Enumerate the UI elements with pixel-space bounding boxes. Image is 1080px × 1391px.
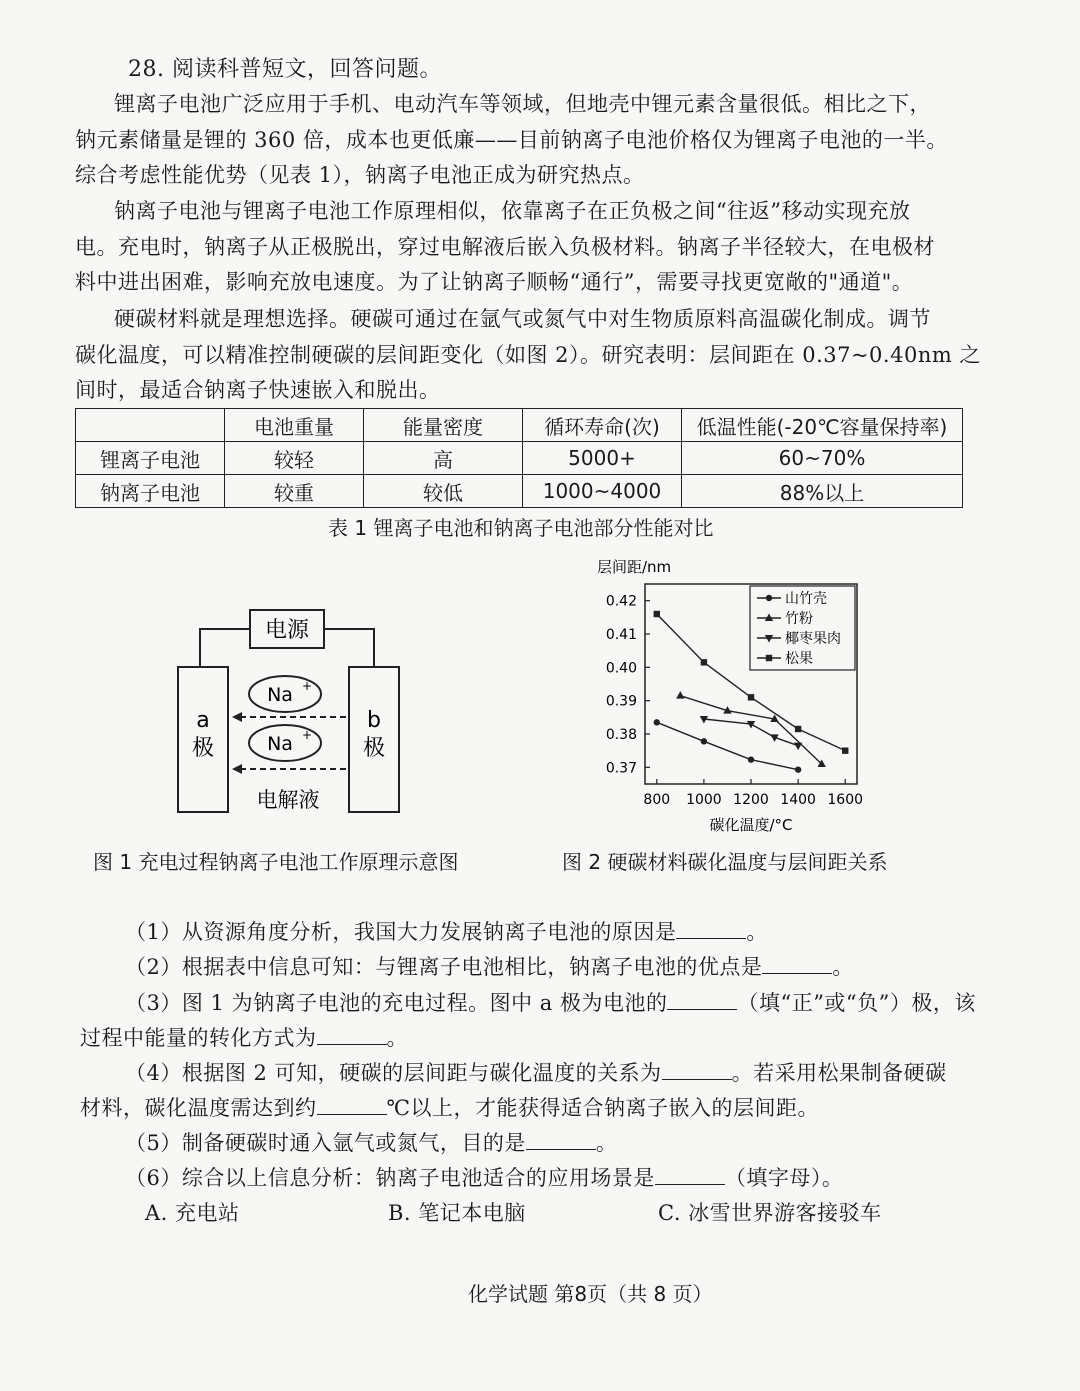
question-1	[125, 917, 768, 947]
answer-blank[interactable]	[526, 1129, 596, 1150]
sodium-ion-charge: +	[302, 679, 313, 693]
figure2-caption: 图 2 硬碳材料碳化温度与层间距关系	[562, 850, 888, 874]
answer-blank[interactable]	[676, 918, 746, 939]
y-tick-label: 0.40	[605, 660, 637, 677]
y-tick-label: 0.38	[605, 727, 637, 743]
x-tick-label: 1000	[686, 792, 722, 808]
question-3-cont	[80, 1023, 408, 1053]
paragraph-line: 碳化温度，可以精准控制硬碳的层间距变化（如图 2）。研究表明：层间距在 0.37~0.40nm 之	[75, 343, 981, 367]
question-text: 过程中能量的转化方式为	[80, 1026, 317, 1050]
electrode-b-letter: b	[367, 708, 381, 733]
table-cell: 较重	[225, 475, 364, 508]
square-marker	[654, 611, 660, 617]
wire-right	[324, 629, 374, 667]
circle-marker	[766, 595, 772, 601]
question-4-cont	[80, 1093, 819, 1123]
y-tick-label: 0.41	[605, 627, 637, 643]
square-marker	[842, 747, 848, 753]
square-marker	[766, 655, 772, 661]
triangle-down-marker	[794, 743, 802, 751]
legend-label: 竹粉	[785, 611, 813, 627]
paragraph-line: 硬碳材料就是理想选择。硬碳可通过在氩气或氮气中对生物质原料高温碳化制成。调节	[114, 307, 931, 331]
answer-blank[interactable]	[662, 1059, 732, 1080]
question-text: 材料，碳化温度需达到约	[80, 1096, 317, 1120]
wire-left	[200, 629, 250, 667]
circle-marker	[795, 766, 801, 772]
legend-label: 椰枣果肉	[785, 631, 841, 647]
table-header: 能量密度	[364, 409, 523, 442]
question-title: 28. 阅读科普短文，回答问题。	[128, 57, 442, 82]
question-text: （3）图 1 为钠离子电池的充电过程。图中 a 极为电池的	[125, 991, 668, 1015]
table-cell: 较低	[364, 475, 523, 508]
x-tick-label: 1600	[827, 792, 864, 808]
option-c[interactable]: C. 冰雪世界游客接驳车	[658, 1201, 882, 1225]
table-header	[76, 409, 225, 442]
paragraph-line: 电。充电时，钠离子从正极脱出，穿过电解液后嵌入负极材料。钠离子半径较大，在电极材	[75, 235, 935, 259]
interlayer-spacing-chart	[585, 552, 885, 842]
question-text: 。若采用松果制备硬碳	[731, 1061, 947, 1085]
square-marker	[748, 694, 754, 700]
table-header: 循环寿命(次)	[523, 409, 682, 442]
circle-marker	[748, 756, 754, 762]
paragraph-line: 钠元素储量是锂的 360 倍，成本也更低廉——目前钠离子电池价格仅为锂离子电池的一半。	[75, 128, 948, 152]
table-cell: 较轻	[225, 442, 364, 475]
square-marker	[701, 659, 707, 665]
table-caption: 表 1 锂离子电池和钠离子电池部分性能对比	[328, 516, 714, 540]
arrow-head-icon	[232, 712, 242, 722]
legend-label: 松果	[785, 651, 813, 667]
paragraph-line: 间时，最适合钠离子快速嵌入和脱出。	[75, 378, 441, 402]
page-footer: 化学试题 第8页（共 8 页）	[468, 1282, 713, 1306]
question-text: （1）从资源角度分析，我国大力发展钠离子电池的原因是	[125, 920, 677, 944]
triangle-down-marker	[747, 721, 755, 729]
option-a[interactable]: A. 充电站	[145, 1201, 240, 1225]
table-cell: 钠离子电池	[76, 475, 225, 508]
table-row	[76, 475, 963, 508]
electrolyte-label: 电解液	[256, 788, 320, 812]
chart-xlabel: 碳化温度/°C	[709, 816, 793, 834]
paragraph-line: 料中进出困难，影响充放电速度。为了让钠离子顺畅“通行”，需要寻找更宽敞的"通道"。	[75, 270, 914, 294]
performance-table	[75, 408, 963, 508]
question-4	[125, 1058, 947, 1088]
question-2	[125, 952, 854, 982]
circle-marker	[701, 738, 707, 744]
answer-blank[interactable]	[762, 953, 832, 974]
x-tick-label: 800	[643, 792, 671, 808]
y-tick-label: 0.42	[605, 593, 637, 610]
question-text: （6）综合以上信息分析：钠离子电池适合的应用场景是	[125, 1166, 655, 1190]
sodium-ion-label: Na	[267, 684, 293, 706]
answer-blank[interactable]	[655, 1164, 725, 1185]
table-header: 低温性能(-20℃容量保持率)	[682, 409, 963, 442]
question-6	[125, 1163, 843, 1193]
battery-diagram	[160, 595, 410, 830]
question-text: （2）根据表中信息可知：与锂离子电池相比，钠离子电池的优点是	[125, 955, 763, 979]
electrode-a-letter: a	[196, 708, 210, 733]
question-3	[125, 988, 976, 1018]
table-header-row	[76, 409, 963, 442]
sodium-ion-label: Na	[267, 733, 293, 755]
answer-blank[interactable]	[317, 1024, 387, 1045]
question-text: （填“正”或“负”）极，该	[737, 991, 976, 1015]
table-cell: 88%以上	[682, 475, 963, 508]
table-header: 电池重量	[225, 409, 364, 442]
question-text: 。	[832, 955, 854, 979]
table-row	[76, 442, 963, 475]
question-text: 。	[595, 1131, 618, 1155]
answer-blank[interactable]	[317, 1094, 387, 1115]
table-cell: 高	[364, 442, 523, 475]
electrode-b-word: 极	[362, 736, 386, 761]
table-cell: 60~70%	[682, 442, 963, 475]
x-tick-label: 1200	[733, 792, 769, 808]
circle-marker	[654, 719, 660, 725]
electrode-a-word: 极	[191, 736, 215, 761]
y-tick-label: 0.37	[605, 760, 637, 777]
y-tick-label: 0.39	[605, 693, 637, 710]
arrow-head-icon	[232, 764, 242, 774]
paragraph-line: 锂离子电池广泛应用于手机、电动汽车等领域，但地壳中锂元素含量很低。相比之下，	[114, 92, 931, 116]
question-text: （5）制备硬碳时通入氩气或氮气，目的是	[125, 1131, 526, 1155]
sodium-ion-charge: +	[302, 728, 313, 742]
table-cell: 5000+	[523, 442, 682, 475]
question-text: 。	[386, 1026, 408, 1050]
question-5	[125, 1128, 617, 1158]
question-text: （4）根据图 2 可知，硬碳的层间距与碳化温度的关系为	[125, 1061, 662, 1085]
option-b[interactable]: B. 笔记本电脑	[388, 1201, 526, 1225]
question-text: ℃以上，才能获得适合钠离子嵌入的层间距。	[386, 1096, 819, 1120]
chart-yticks	[606, 594, 650, 777]
paragraph-line: 钠离子电池与锂离子电池工作原理相似，依靠离子在正负极之间“往返”移动实现充放	[114, 199, 911, 223]
question-text: 。	[746, 920, 768, 944]
paragraph-line: 综合考虑性能优势（见表 1），钠离子电池正成为研究热点。	[75, 163, 645, 187]
legend-label: 山竹壳	[785, 591, 827, 607]
chart-ylabel: 层间距/nm	[597, 558, 672, 576]
table-cell: 1000~4000	[523, 475, 682, 508]
answer-blank[interactable]	[667, 989, 737, 1010]
power-source-label: 电源	[264, 618, 310, 643]
triangle-up-marker	[676, 691, 684, 699]
square-marker	[795, 726, 801, 732]
figure1-caption: 图 1 充电过程钠离子电池工作原理示意图	[93, 850, 459, 874]
question-text: （填字母）。	[724, 1166, 844, 1190]
table-cell: 锂离子电池	[76, 442, 225, 475]
x-tick-label: 1400	[780, 792, 816, 808]
series-line	[657, 722, 798, 769]
